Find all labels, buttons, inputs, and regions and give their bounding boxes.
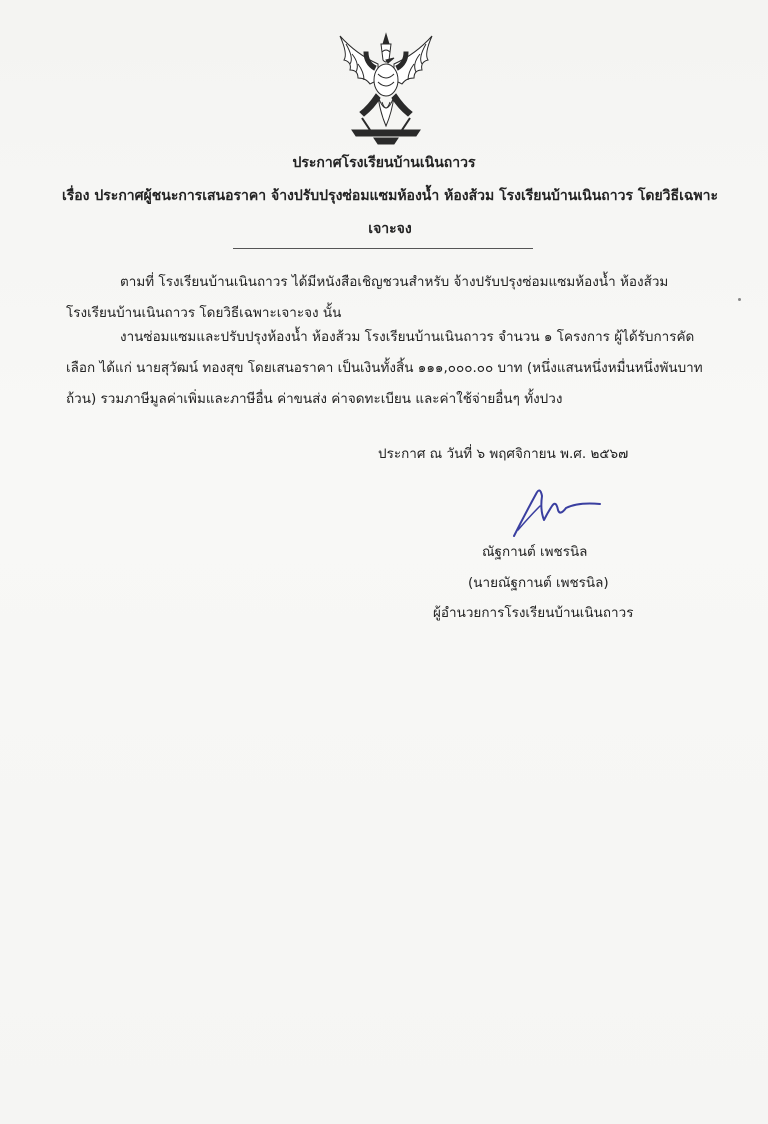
signer-name: ณัฐกานต์ เพชรนิล [482, 544, 588, 560]
signer-full-name: (นายณัฐกานต์ เพชรนิล) [468, 575, 609, 591]
signer-position: ผู้อำนวยการโรงเรียนบ้านเนินถาวร [433, 605, 634, 621]
handwritten-signature [500, 476, 610, 546]
paragraph-1-line-2: โรงเรียนบ้านเนินถาวร โดยวิธีเฉพาะเจาะจง นั้น [66, 305, 342, 321]
paragraph-2-line-3: ถ้วน) รวมภาษีมูลค่าเพิ่มและภาษีอื่น ค่าขนส่ง ค่าจดทะเบียน และค่าใช้จ่ายอื่นๆ ทั้งปวง [66, 391, 563, 407]
paper-speck [738, 298, 741, 301]
announcement-date: ประกาศ ณ วันที่ ๖ พฤศจิกายน พ.ศ. ๒๕๖๗ [378, 446, 629, 462]
paragraph-1-line-1: ตามที่ โรงเรียนบ้านเนินถาวร ได้มีหนังสือเชิญชวนสำหรับ จ้างปรับปรุงซ่อมแซมห้องน้ำ ห้องส้วม [120, 274, 669, 290]
subject-line-1: เรื่อง ประกาศผู้ชนะการเสนอราคา จ้างปรับปรุงซ่อมแซมห้องน้ำ ห้องส้วม โรงเรียนบ้านเนินถาวร โดยวิธีเฉพาะ [61, 188, 719, 204]
announcement-title: ประกาศโรงเรียนบ้านเนินถาวร [292, 155, 476, 171]
garuda-emblem-icon [334, 30, 438, 148]
announcement-subject [60, 180, 720, 246]
divider-line [233, 248, 533, 249]
paragraph-2-line-2: เลือก ได้แก่ นายสุวัฒน์ ทองสุข โดยเสนอราคา เป็นเงินทั้งสิ้น ๑๑๑,๐๐๐.๐๐ บาท (หนึ่งแสนหนึ่งหมื่นหนึ่งพันบาท [66, 360, 703, 376]
paragraph-2-line-1: งานซ่อมแซมและปรับปรุงห้องน้ำ ห้องส้วม โรงเรียนบ้านเนินถาวร จำนวน ๑ โครงการ ผู้ได้รับการคัด [120, 329, 695, 345]
subject-line-2: เจาะจง [368, 221, 412, 237]
